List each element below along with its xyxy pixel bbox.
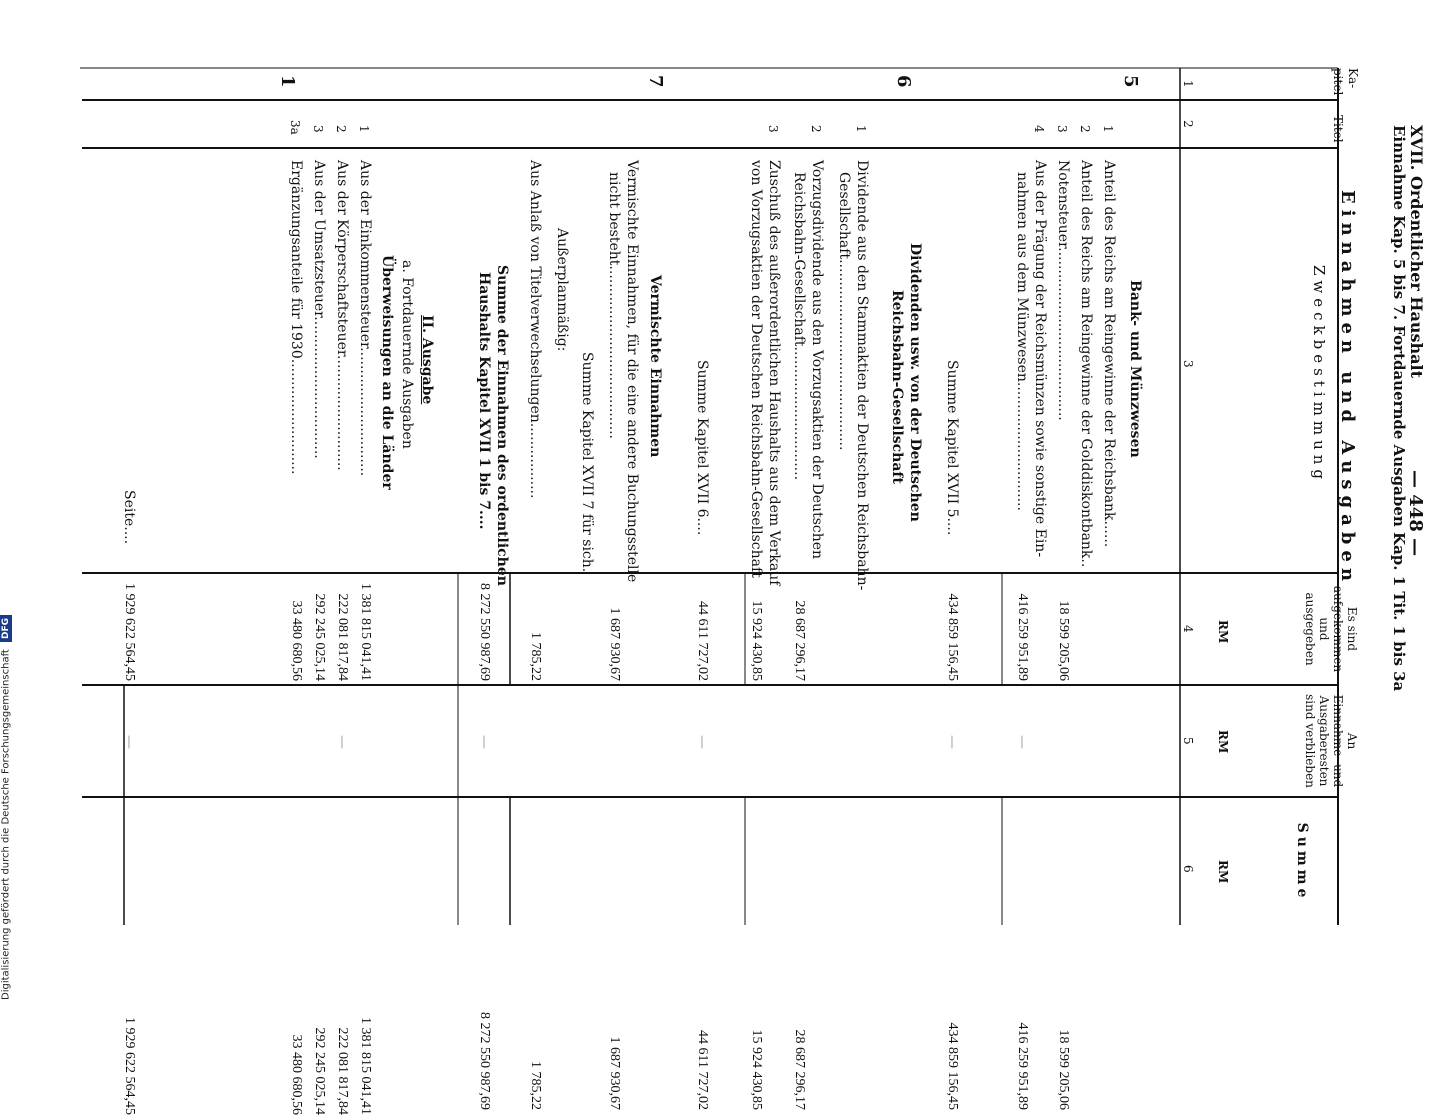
heading-fortdauernde: a. Fortdauernde Ausgaben (399, 260, 415, 449)
row-6-3b: von Vorzugsaktien der Deutschen Reichsbahn-Gesellschaft (748, 160, 764, 578)
col-titel-label: Titel (1331, 115, 1345, 143)
col5-number: 5 (1181, 737, 1195, 745)
col5-dash-5: — (1014, 735, 1030, 749)
col-kapitel-label-1: Ka- (1346, 68, 1360, 89)
titel-a-3: 3 (311, 125, 325, 133)
col-main-title: Einnahmen und Ausgaben (1337, 190, 1358, 587)
sum-kapitel-5: Summe Kapitel XVII 5.... (944, 360, 960, 536)
heading-dividenden-1: Dividenden usw. von der Deutschen (907, 243, 923, 522)
col4-6-sum: 44 611 727,02 (695, 601, 710, 681)
col5-dash-seite: — (121, 735, 137, 749)
col4-label-1: Es sind (1345, 606, 1359, 652)
page-subtitle: Einnahme Kap. 5 bis 7. Fortdauernde Ausgaben Kap. 1 Tit. 1 bis 3a (1390, 125, 1408, 692)
row-7-1b: nicht besteht....................................... (606, 172, 622, 439)
total-einnahmen-2: Haushalts Kapitel XVII 1 bis 7.... (476, 272, 492, 530)
col4-a-2: 222 081 817,84 (335, 593, 350, 681)
row-6-2a: Vorzugsdividende aus den Vorzugsaktien der Deutschen (809, 160, 825, 560)
seite-label: Seite.... (121, 490, 137, 545)
col4-a-1: 1 381 815 041,41 (358, 583, 373, 681)
titel-1: 1 (1101, 125, 1115, 133)
value-6-2: 28 687 296,17 (792, 1029, 807, 1110)
row-5-4b: nahmen aus dem Münzwesen............................. (1014, 172, 1030, 511)
col4-total: 8 272 550 987,69 (477, 583, 492, 681)
col-titel-number: 2 (1181, 120, 1195, 128)
col-main-subtitle: Zweckbestimmung (1310, 265, 1328, 485)
titel-a-2: 2 (334, 125, 348, 133)
value-seite: 1 929 622 564,45 (122, 1017, 137, 1115)
col6-unit: RM (1216, 860, 1230, 884)
col4-6-3: 15 924 430,85 (749, 600, 764, 681)
row-6-1b: Gesellschaft........................................... (836, 172, 852, 451)
row-5-2: Anteil des Reichs am Reingewinne der Golddiskontbank.. (1078, 160, 1094, 568)
total-einnahmen-1: Summe der Einnahmen des ordentlichen (494, 265, 510, 586)
heading-ausserplanmaessig: Außerplanmäßig: (554, 228, 570, 352)
heading-vermischte: Vermischte Einnahmen (647, 275, 663, 458)
sum-kapitel-6: Summe Kapitel XVII 6.... (694, 360, 710, 536)
kapitel-7: 7 (645, 75, 666, 88)
col5-label-3: Ausgaberesten (1317, 695, 1331, 787)
col4-number: 4 (1181, 625, 1195, 633)
row-5-4a: Aus der Prägung der Reichsmünzen sowie sonstige Ein- (1032, 160, 1048, 558)
row-7-x: Aus Anlaß von Titelverwechselungen................. (527, 160, 543, 499)
value-6-3: 15 924 430,85 (749, 1029, 764, 1110)
value-5-sum: 434 859 156,45 (945, 1022, 960, 1110)
value-7-1: 1 687 930,67 (607, 1036, 622, 1110)
col6-number: 6 (1181, 865, 1195, 873)
titel-6-3: 3 (766, 125, 780, 133)
titel-a-3a: 3a (288, 120, 302, 135)
col4-5-3: 18 599 205,06 (1056, 600, 1071, 681)
col5-unit: RM (1216, 730, 1230, 754)
col-main-number: 3 (1181, 360, 1195, 368)
titel-6-2: 2 (809, 125, 823, 133)
row-a-3: Aus der Umsatzsteuer................................ (311, 160, 327, 459)
col4-label-4: ausgegeben (1303, 592, 1317, 666)
row-6-1a: Dividende aus den Stammaktien der Deutschen Reichsbahn- (854, 160, 870, 591)
heading-dividenden-2: Reichsbahn-Gesellschaft (889, 290, 905, 484)
col5-dash-6sum: — (694, 735, 710, 749)
kapitel-1: 1 (277, 75, 298, 88)
titel-3: 3 (1055, 125, 1069, 133)
row-a-1: Aus der Einkommensteuer............................. (357, 160, 373, 477)
col5-label-2: Einnahme- und (1331, 694, 1345, 788)
footer-text: Digitalisierung gefördert durch die Deutsche Forschungsgemeinschaft (0, 649, 12, 1000)
col4-7-x: 1 785,22 (528, 632, 543, 681)
value-a-1: 1 381 815 041,41 (358, 1017, 373, 1115)
heading-ausgabe: II. Ausgabe (419, 315, 435, 405)
footer-credit (0, 0, 18, 1000)
titel-a-1: 1 (357, 125, 371, 133)
kapitel-6: 6 (893, 75, 914, 88)
row-5-3: Notensteuer....................................... (1055, 160, 1071, 421)
col4-5-4: 416 259 951,89 (1015, 593, 1030, 681)
col5-label-4: sind verblieben (1303, 694, 1317, 788)
page-number: — 448 — (1405, 470, 1426, 557)
value-5-3: 18 599 205,06 (1056, 1029, 1071, 1110)
kapitel-5: 5 (1120, 75, 1141, 88)
value-7-x: 1 785,22 (528, 1061, 543, 1110)
col4-a-3: 292 245 025,14 (312, 593, 327, 681)
col4-a-3a: 33 480 680,56 (289, 600, 304, 681)
section-title: XVII. Ordentlicher Haushalt (1407, 125, 1426, 378)
dfg-logo: DFG (0, 615, 12, 642)
row-6-2b: Reichsbahn-Gesellschaft.............................. (791, 172, 807, 481)
col4-label-3: und (1317, 617, 1331, 641)
col4-7-1: 1 687 930,67 (607, 607, 622, 681)
col-kapitel-label-2: pitel (1331, 68, 1345, 96)
row-5-1: Anteil des Reichs am Reingewinne der Reichsbank...... (1101, 160, 1117, 548)
row-a-3a: Ergänzungsanteile für 1930.......................... (288, 160, 304, 475)
col4-label-2: aufgekommen (1331, 585, 1345, 673)
col6-label: Summe (1294, 822, 1310, 902)
col4-seite: 1 929 622 564,45 (122, 583, 137, 681)
row-6-3a: Zuschuß des außerordentlichen Haushalts aus dem Verkauf (766, 160, 782, 586)
col4-5-sum: 434 859 156,45 (945, 593, 960, 681)
sum-kapitel-7: Summe Kapitel XVII 7 für sich. (579, 352, 595, 573)
value-total-einnahmen: 8 272 550 987,69 (477, 1012, 492, 1110)
col5-label-1: An (1345, 732, 1359, 750)
col4-6-2: 28 687 296,17 (792, 600, 807, 681)
col5-dash-a: — (334, 735, 350, 749)
value-5-4: 416 259 951,89 (1015, 1022, 1030, 1110)
value-a-2: 222 081 817,84 (335, 1027, 350, 1115)
col5-dash-total: — (476, 735, 492, 749)
col4-unit: RM (1216, 620, 1230, 644)
row-7-1a: Vermischte Einnahmen, für die eine andere Buchungsstelle (624, 160, 640, 583)
col-kapitel-number: 1 (1181, 80, 1195, 88)
titel-2: 2 (1078, 125, 1092, 133)
titel-6-1: 1 (854, 125, 868, 133)
heading-ueberweisungen: Überweisungen an die Länder (379, 255, 395, 490)
value-a-3: 292 245 025,14 (312, 1027, 327, 1115)
value-a-3a: 33 480 680,56 (289, 1034, 304, 1115)
titel-4: 4 (1032, 125, 1046, 133)
col5-dash-5sum: — (944, 735, 960, 749)
value-6-sum: 44 611 727,02 (695, 1030, 710, 1110)
row-a-2: Aus der Körperschaftsteuer.......................... (334, 160, 350, 471)
heading-bank-muenz: Bank- und Münzwesen (1127, 280, 1143, 458)
